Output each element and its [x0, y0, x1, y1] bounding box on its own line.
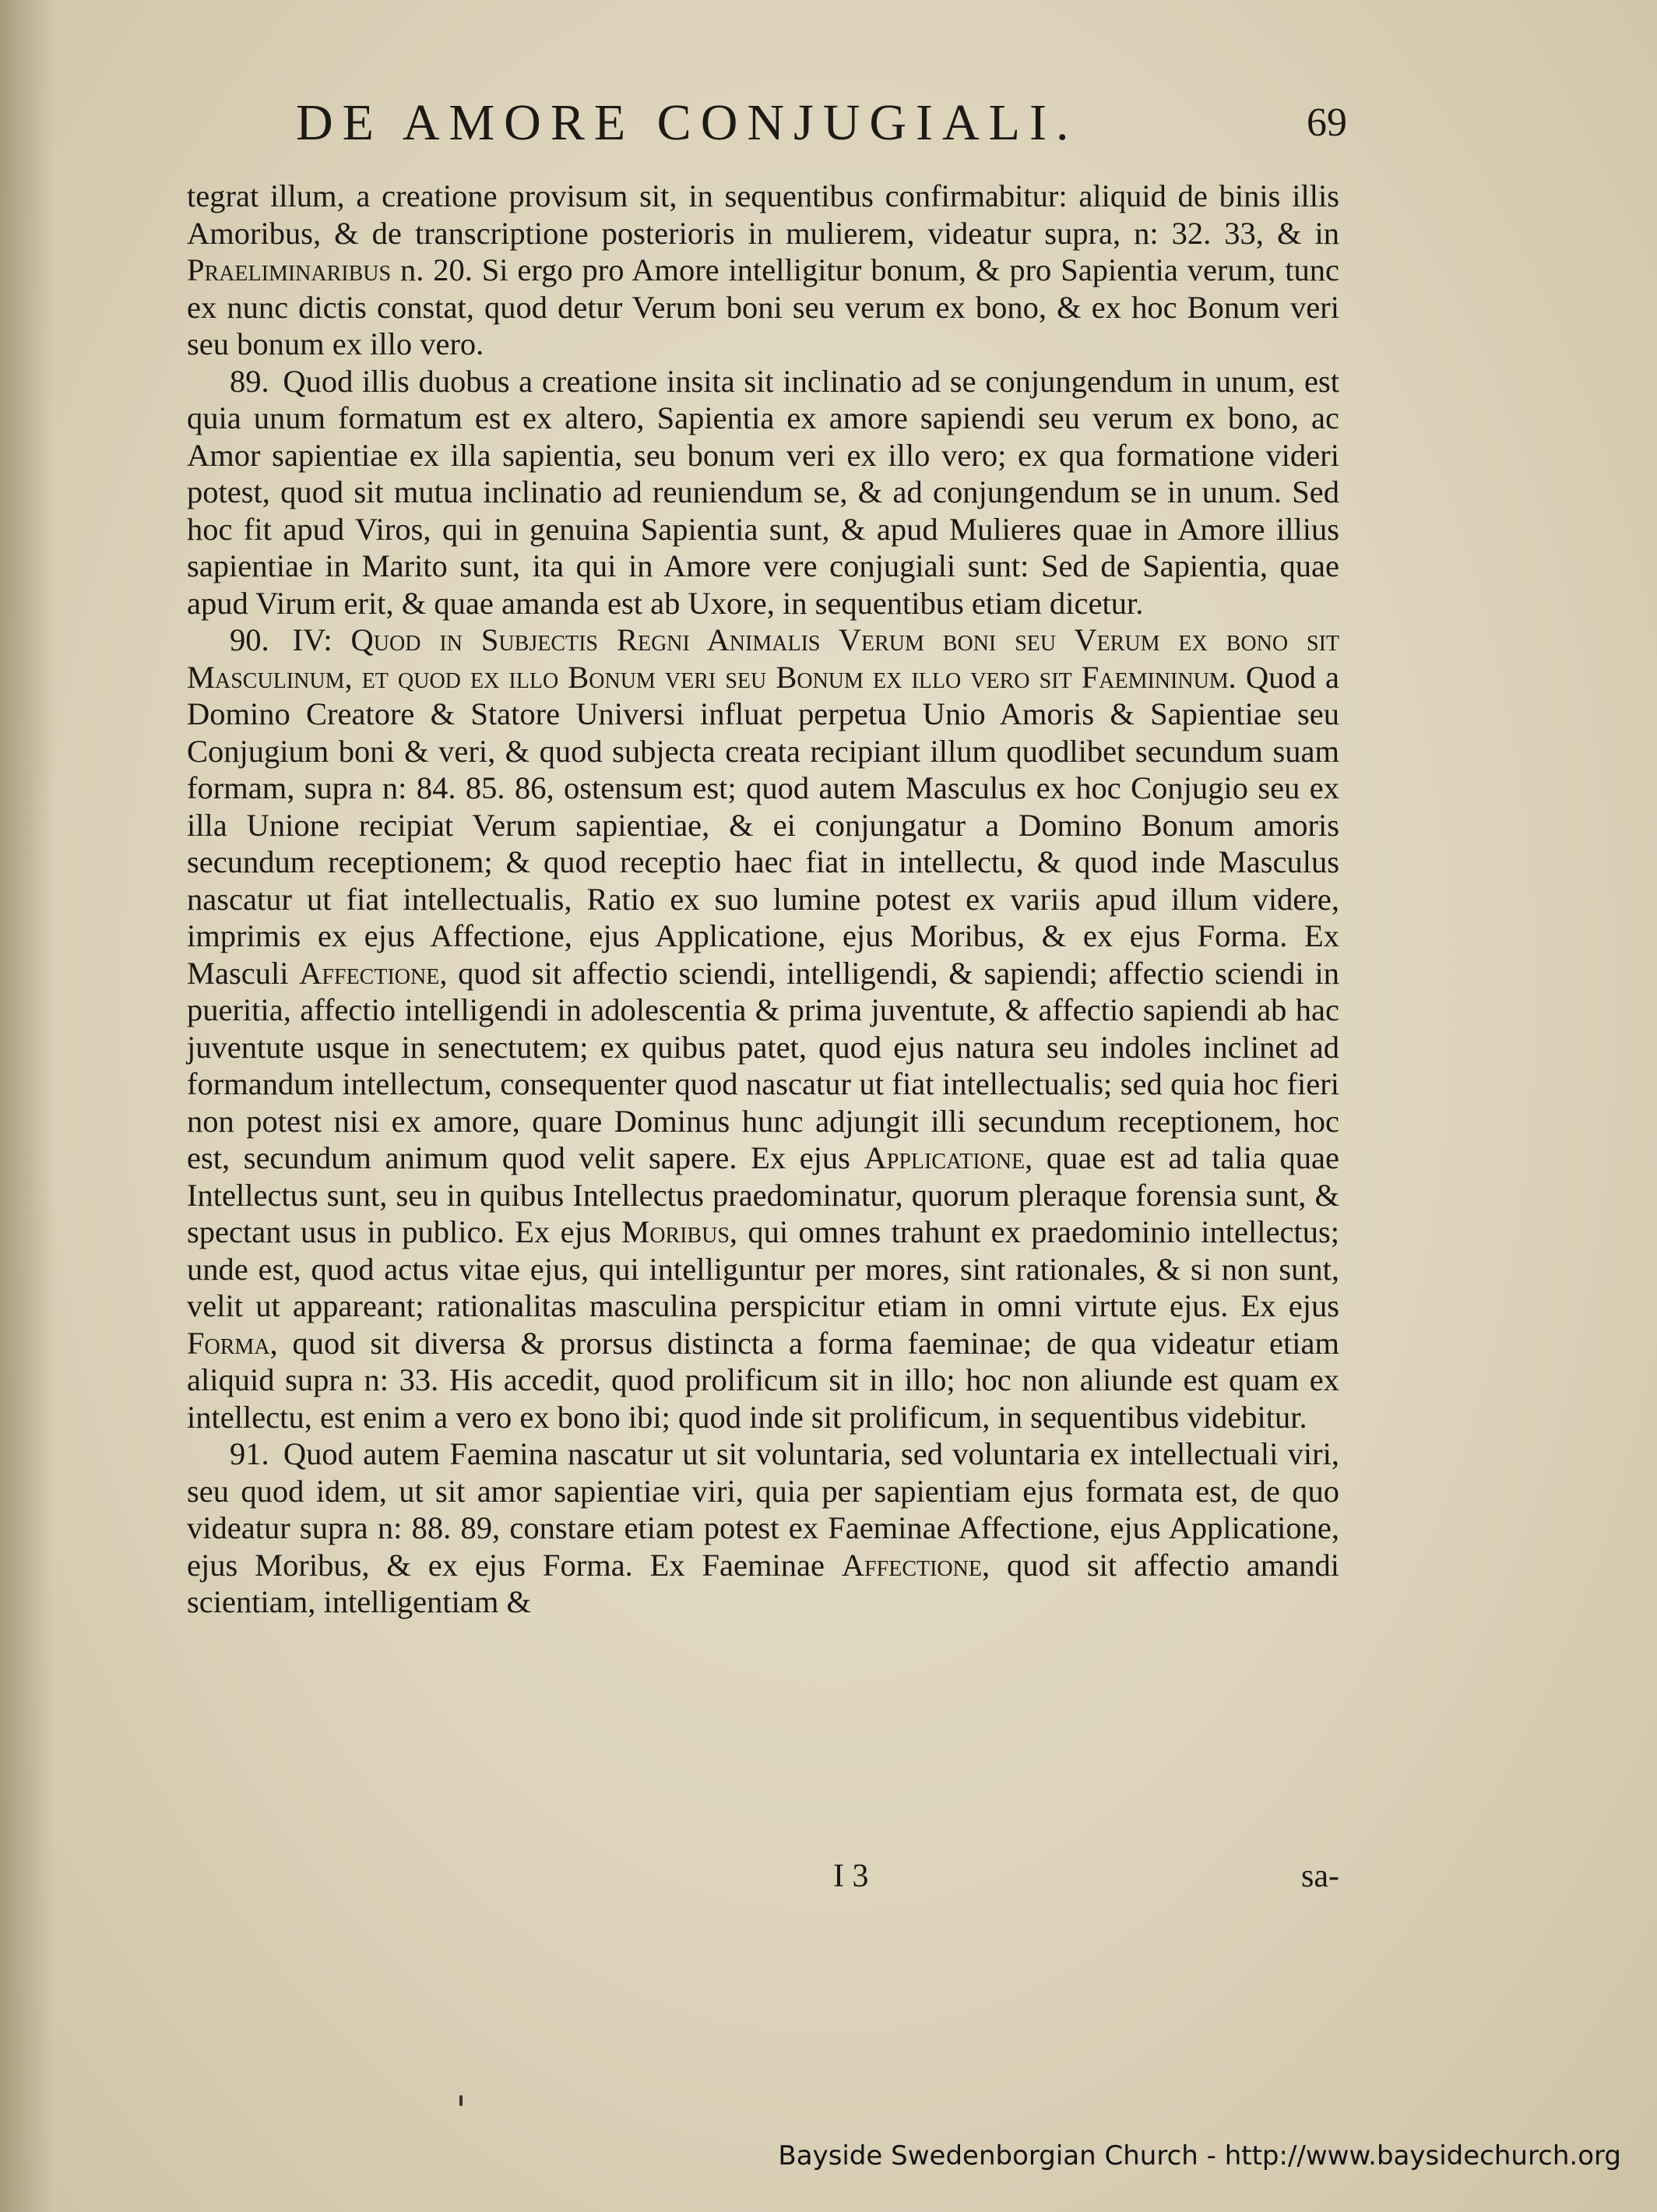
section-heading: IV: Quod in Subjectis Regni Animalis Verum boni seu Verum ex bono sit Masculinum, et quod ex illo Bonum veri seu Bonum ex illo vero sit Faemininum. [187, 622, 1340, 695]
text-run: , qui omnes trahunt ex praedominio intellectus; unde est, quod actus vitae ejus, qui intelliguntur per mores, sint rationales, & si non sunt, velit ut appareant; rationalitas masculina perspicitur etiam in omni virtute ejus. Ex ejus [187, 1214, 1339, 1323]
text-run: Quod illis duobus a creatione insita sit inclinatio ad se conjungendum in unum, est quia unum formatum est ex altero, Sapientia ex amore sapiendi seu verum ex bono, ac Amor sapientiae ex illa sapientia, seu bonum veri ex illo vero; ex qua formatione videri potest, quod sit mutua inclinatio ad reuniendum se, & ad conjungendum se in unum. Sed hoc fit apud Viros, qui in genuina Sapientia sunt, & apud Mulieres quae in Amore illius sapientiae in Marito sunt, ita qui in Amore vere conjugiali sunt: Sed de Sapientia, quae apud Virum erit, & quae amanda est ab Uxore, in sequentibus etiam dicetur. [187, 363, 1339, 621]
text-run: , quod sit affectio amandi scientiam, intelligentiam & [187, 1547, 1339, 1619]
small-caps-term: Applicatione [864, 1140, 1026, 1175]
small-caps-term: Forma [187, 1325, 270, 1361]
paragraph-number: 90. [230, 622, 269, 657]
text-run: , quod sit diversa & prorsus distincta a forma faeminae; de qua videatur etiam aliquid supra n: 33. His accedit, quod prolificum sit in illo; hoc non aliunde est quam ex intellectu, est enim a vero ex bono ibi; quod inde sit prolificum, in sequentibus videbitur. [187, 1325, 1339, 1435]
page-spine-shadow [0, 0, 55, 2212]
signature-mark: I 3 [833, 1858, 869, 1894]
page-header [179, 93, 1347, 164]
small-caps-term: Affectione [841, 1547, 982, 1583]
small-caps-term: Affectione [299, 955, 440, 991]
text-run: , quae est ad talia quae Intellectus sunt, seu in quibus Intellectus praedominatur, quorum pleraque forensia sunt, & spectant usus in publico. Ex ejus [187, 1140, 1339, 1249]
text-run: Quod a Domino Creatore & Statore Universi influat perpetua Unio Amoris & Sapientiae seu Conjugium boni & veri, & quod subjecta creata recipiant illum quodlibet secundum suam formam, supra n: 84. 85. 86, ostensum est; quod autem Masculus ex hoc Conjugio seu ex illa Unione recipiat Verum sapientiae, & ei conjungatur a Domino Bonum amoris secundum receptionem; & quod receptio haec fiat in intellectu, & quod inde Masculus nascatur ut fiat intellectualis, Ratio ex suo lumine potest ex variis apud illum videre, imprimis ex ejus Affectione, ejus Applicatione, ejus Moribus, & ex ejus Forma. Ex Masculi [187, 659, 1339, 991]
page-number: 69 [1307, 100, 1347, 145]
paragraph-89 [187, 363, 1339, 622]
text-run: Quod autem Faemina nascatur ut sit voluntaria, sed voluntaria ex intellectuali viri, seu quod idem, ut sit amor sapientiae viri, quia per sapientiam ejus formata est, de quo videatur supra n: 88. 89, constare etiam potest ex Faeminae Affectione, ejus Applicatione, ejus Moribus, & ex ejus Forma. Ex Faeminae [187, 1436, 1339, 1583]
text-run: tegrat illum, a creatione provisum sit, in sequentibus confirmabitur: aliquid de binis illis Amoribus, & de transcriptione posterioris in mulierem, videatur supra, n: 32. 33, & in [187, 178, 1339, 251]
paragraph-91 [187, 1435, 1339, 1621]
credit-watermark: Bayside Swedenborgian Church - http://www.baysidechurch.org [778, 2140, 1621, 2171]
text-run: , quod sit affectio sciendi, intelligendi, & sapiendi; affectio sciendi in pueritia, affectio intelligendi in adolescentia & prima juventute, & affectio sapiendi ab hac juventute usque in senectutem; ex quibus patet, quod ejus natura seu indoles inclinet ad formandum intellectum, consequenter quod nascatur ut fiat intellectualis; sed quia hoc fieri non potest nisi ex amore, quare Dominus hunc adjungit illi secundum receptionem, hoc est, secundum animum quod velit sapere. Ex ejus [187, 955, 1339, 1175]
paragraph-number: 89. [230, 363, 269, 399]
ink-speck [459, 2095, 463, 2106]
page-footer [187, 1858, 1339, 1904]
body-text [187, 178, 1339, 1621]
catchword: sa- [1301, 1858, 1339, 1894]
small-caps-term: Praeliminaribus [187, 252, 392, 287]
running-title: DE AMORE CONJUGIALI. [296, 94, 1078, 151]
text-run: n. 20. Si ergo pro Amore intelligitur bonum, & pro Sapientia verum, tunc ex nunc dictis constat, quod detur Verum boni seu verum ex bono, & ex hoc Bonum veri seu bonum ex illo vero. [187, 252, 1339, 361]
paragraph-number: 91. [230, 1436, 269, 1471]
paragraph-90 [187, 622, 1339, 1435]
small-caps-term: Moribus [621, 1214, 730, 1249]
paragraph-continuation [187, 178, 1339, 363]
